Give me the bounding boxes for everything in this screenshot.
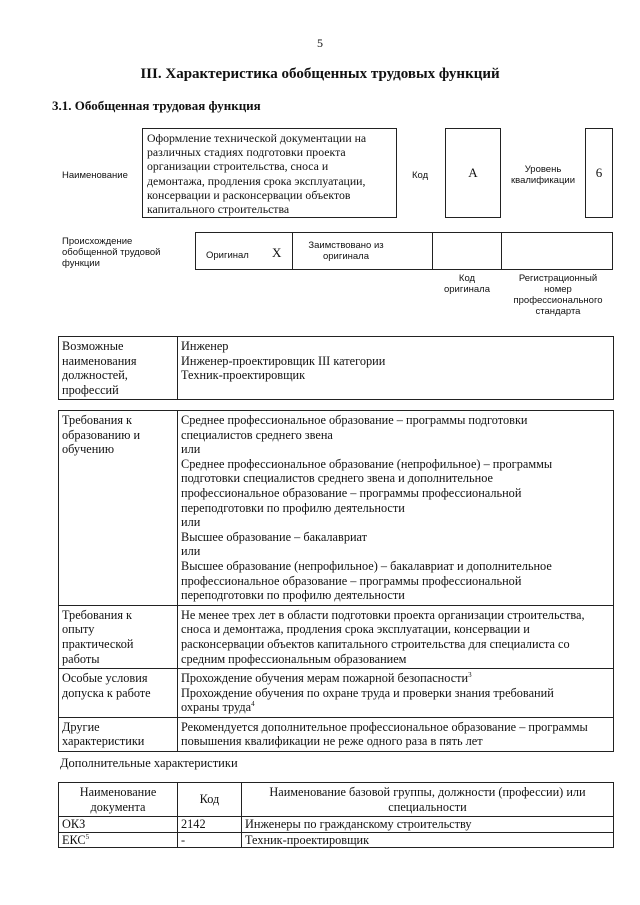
origin-label [62,236,160,269]
name-cell: Инженеры по гражданскому строительству [242,817,614,833]
function-name-line: Оформление технической документации на [147,131,367,145]
text-line: Не менее трех лет в области подготовки проекта организации строительства, [181,607,585,622]
header-cell [242,783,614,817]
text-line: или [181,442,201,457]
label-line: Особые условия [62,671,148,686]
borrowed-label-line: оригинала [322,251,369,262]
label-line: опыту [62,622,95,637]
text-line: Среднее профессиональное образование – программы подготовки [181,413,528,427]
divider [432,233,433,269]
label-line: наименования [62,353,137,368]
code-original-caption [432,273,502,295]
section-title: III. Характеристика обобщенных трудовых функций [140,66,500,82]
table-row [59,411,614,606]
position-item: Инженер [181,339,229,353]
function-name-box [142,128,397,218]
text-span: Прохождение обучения мерам пожарной безопасности [181,671,469,686]
caption-line: Код [458,273,476,284]
positions-table [58,336,614,400]
code-cell: - [178,832,242,848]
label-line: Требования к [62,607,133,622]
header-cell [178,783,242,817]
positions-label-cell [59,337,178,400]
code-cell: 2142 [178,817,242,833]
label-line: профессий [62,382,119,397]
text-line: Рекомендуется дополнительное профессиональное образование – программы [181,719,588,734]
text-line: или [181,544,201,559]
label-line: Другие [62,719,100,734]
text-line: переподготовки по профилю деятельности [181,588,405,603]
text-line [181,671,610,686]
text-line: профессиональное образование – программы профессиональной [181,573,522,588]
divider [501,233,502,269]
function-name-line: капитального строительства [147,202,290,217]
code-label: Код [412,170,429,181]
other-label-cell [59,717,178,751]
label-line: Возможные [62,339,124,353]
text-line: расконсервации объектов капитального строительства для специалиста со [181,636,570,651]
name-cell: Техник-проектировщик [242,832,614,848]
footnote-mark: 3 [468,671,472,679]
text-line: специалистов среднего звена [181,427,333,442]
admission-label-cell [59,669,178,718]
experience-label-cell [59,605,178,668]
level-label [505,164,581,186]
caption-line: стандарта [535,306,581,317]
header-line: Наименование базовой группы, должности (профессии) или [269,785,586,799]
header-line: документа [90,799,146,814]
caption-line: Регистрационный [518,273,598,284]
table-row [59,717,614,751]
footnote-mark: 5 [85,832,90,841]
table-row [59,337,614,400]
doc-name: ОКЗ [62,817,86,832]
text-line: средним профессиональным образованием [181,651,407,666]
doc-cell [59,832,178,848]
text-line: повышения квалификации не реже одного раза в пять лет [181,734,483,749]
caption-line: номер [544,284,572,295]
text-line: профессиональное образование – программы профессиональной [181,485,522,500]
level-value-box: 6 [585,128,613,218]
origin-label-line: функции [62,258,100,269]
position-item: Инженер-проектировщик III категории [181,353,386,368]
code-value-box: A [445,128,501,218]
borrowed-label-line: Заимствовано из [308,240,384,251]
page-number: 5 [317,36,323,50]
label-line: допуска к работе [62,685,151,700]
text-span: охраны труда [181,700,252,715]
original-mark: X [272,245,282,260]
label-line: характеристики [62,734,145,749]
origin-label-line: обобщенной трудовой [62,247,161,258]
label-line: обучению [62,442,115,457]
text-line: Высшее образование – бакалавриат [181,529,368,544]
name-label: Наименование [62,170,128,181]
text-line [181,700,610,715]
header-line: Наименование [79,785,157,799]
text-line: сноса и демонтажа, продления срока эксплуатации, консервации и [181,622,530,637]
footnote-mark: 4 [251,700,255,709]
table-row [59,832,614,848]
text-line: или [181,515,201,530]
divider [292,233,293,269]
function-name-line: организации строительства, сноса и [147,159,329,174]
header-line: специальности [388,799,467,814]
header-cell [59,783,178,817]
additional-title: Дополнительные характеристики [60,756,238,770]
borrowed-label [296,240,396,262]
requirements-table [58,410,614,752]
table-row [59,605,614,668]
additional-table [58,782,614,848]
reg-number-caption [505,273,611,317]
origin-box [195,232,613,270]
admission-value-cell [178,669,614,718]
origin-label-line: Происхождение [62,236,133,247]
positions-values-cell [178,337,614,400]
level-label-line: квалификации [510,175,576,186]
subsection-title: 3.1. Обобщенная трудовая функция [52,98,261,113]
label-line: образованию и [62,427,141,442]
text-line: Среднее профессиональное образование (непрофильное) – программы [181,456,553,471]
label-line: практической [62,636,134,651]
experience-value-cell [178,605,614,668]
table-row [59,669,614,718]
label-line: работы [62,651,100,666]
function-name-line: различных стадиях подготовки проекта [147,145,346,160]
function-name-line: консервации и расконсервации объектов [147,187,351,202]
doc-name: ЕКС [62,832,86,847]
text-line: подготовки специалистов среднего звена и дополнительное [181,471,493,486]
table-row [59,817,614,833]
doc-cell [59,817,178,833]
function-name-line: демонтажа, продления срока эксплуатации, [147,173,366,188]
text-line: Высшее образование (непрофильное) – бакалавриат и дополнительное [181,558,552,573]
education-value-cell [178,411,614,606]
label-line: должностей, [62,368,128,383]
text-line: Прохождение обучения по охране труда и проверки знания требований [181,685,554,700]
header-line: Код [199,792,220,807]
caption-line: оригинала [443,284,490,295]
education-label-cell [59,411,178,606]
caption-line: профессионального [513,295,603,306]
text-line: переподготовки по профилю деятельности [181,500,405,515]
label-line: Требования к [62,413,133,427]
position-item: Техник-проектировщик [181,368,306,383]
original-label: Оригинал [206,250,249,261]
other-value-cell [178,717,614,751]
level-label-line: Уровень [524,164,562,175]
table-row [59,783,614,817]
